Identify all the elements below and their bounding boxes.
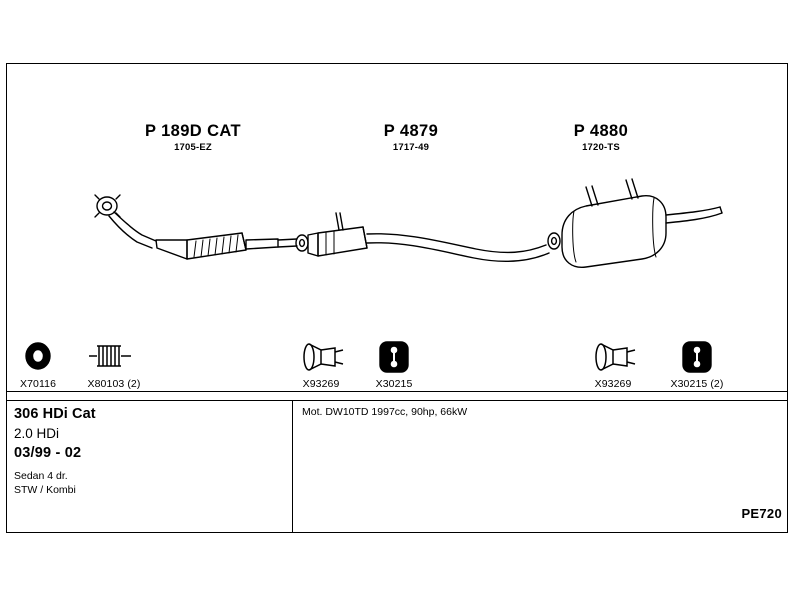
vehicle-engine-size: 2.0 HDi xyxy=(14,426,60,441)
rubber-mount-icon xyxy=(667,336,727,378)
gasket-ring-icon xyxy=(10,336,66,378)
clamp-icon xyxy=(291,336,351,378)
accessory-item-1 xyxy=(4,336,72,391)
accessory-item-3 xyxy=(286,336,356,391)
part-group-name-3: P 4880 xyxy=(573,122,629,140)
accessory-label-3: X93269 xyxy=(302,378,340,390)
catalytic-converter-graphic xyxy=(156,233,278,259)
accessory-label-1: X70116 xyxy=(19,378,57,390)
middle-silencer-graphic xyxy=(308,213,367,256)
middle-silencer-inlet-flange xyxy=(296,235,308,251)
accessory-item-6 xyxy=(645,336,749,391)
accessory-item-5 xyxy=(578,336,648,391)
vehicle-model: 306 HDi Cat xyxy=(14,406,96,422)
part-group-code-2: 1717-49 xyxy=(392,142,430,153)
clamp-icon xyxy=(583,336,643,378)
accessory-label-4: X30215 xyxy=(375,378,413,390)
vehicle-info-block xyxy=(14,404,282,497)
panel-divider-lower xyxy=(6,400,788,401)
accessory-item-2 xyxy=(64,336,164,391)
accessory-label-5: X93269 xyxy=(594,378,632,390)
part-group-code-3: 1720-TS xyxy=(582,142,620,153)
panel-divider-upper xyxy=(6,391,788,392)
accessory-item-4 xyxy=(356,336,432,391)
info-panel-vertical-divider xyxy=(292,400,293,533)
part-group-name-1: P 189D CAT xyxy=(144,122,241,140)
vehicle-production-period: 03/99 - 02 xyxy=(14,445,82,461)
rear-silencer-inlet-flange xyxy=(548,233,560,249)
vehicle-body-type-2: STW / Kombi xyxy=(14,484,76,496)
accessory-label-6: X30215 (2) xyxy=(670,378,724,390)
spring-coil-icon xyxy=(69,336,159,378)
vehicle-body-type-1: Sedan 4 dr. xyxy=(14,470,68,482)
sheet-code: PE720 xyxy=(741,506,782,521)
rear-silencer-graphic xyxy=(562,179,722,267)
part-group-code-1: 1705-EZ xyxy=(174,142,212,153)
rubber-mount-icon xyxy=(364,336,424,378)
part-group-name-2: P 4879 xyxy=(383,122,439,140)
accessory-label-2: X80103 (2) xyxy=(87,378,141,390)
engine-note: Mot. DW10TD 1997cc, 90hp, 66kW xyxy=(302,406,468,418)
